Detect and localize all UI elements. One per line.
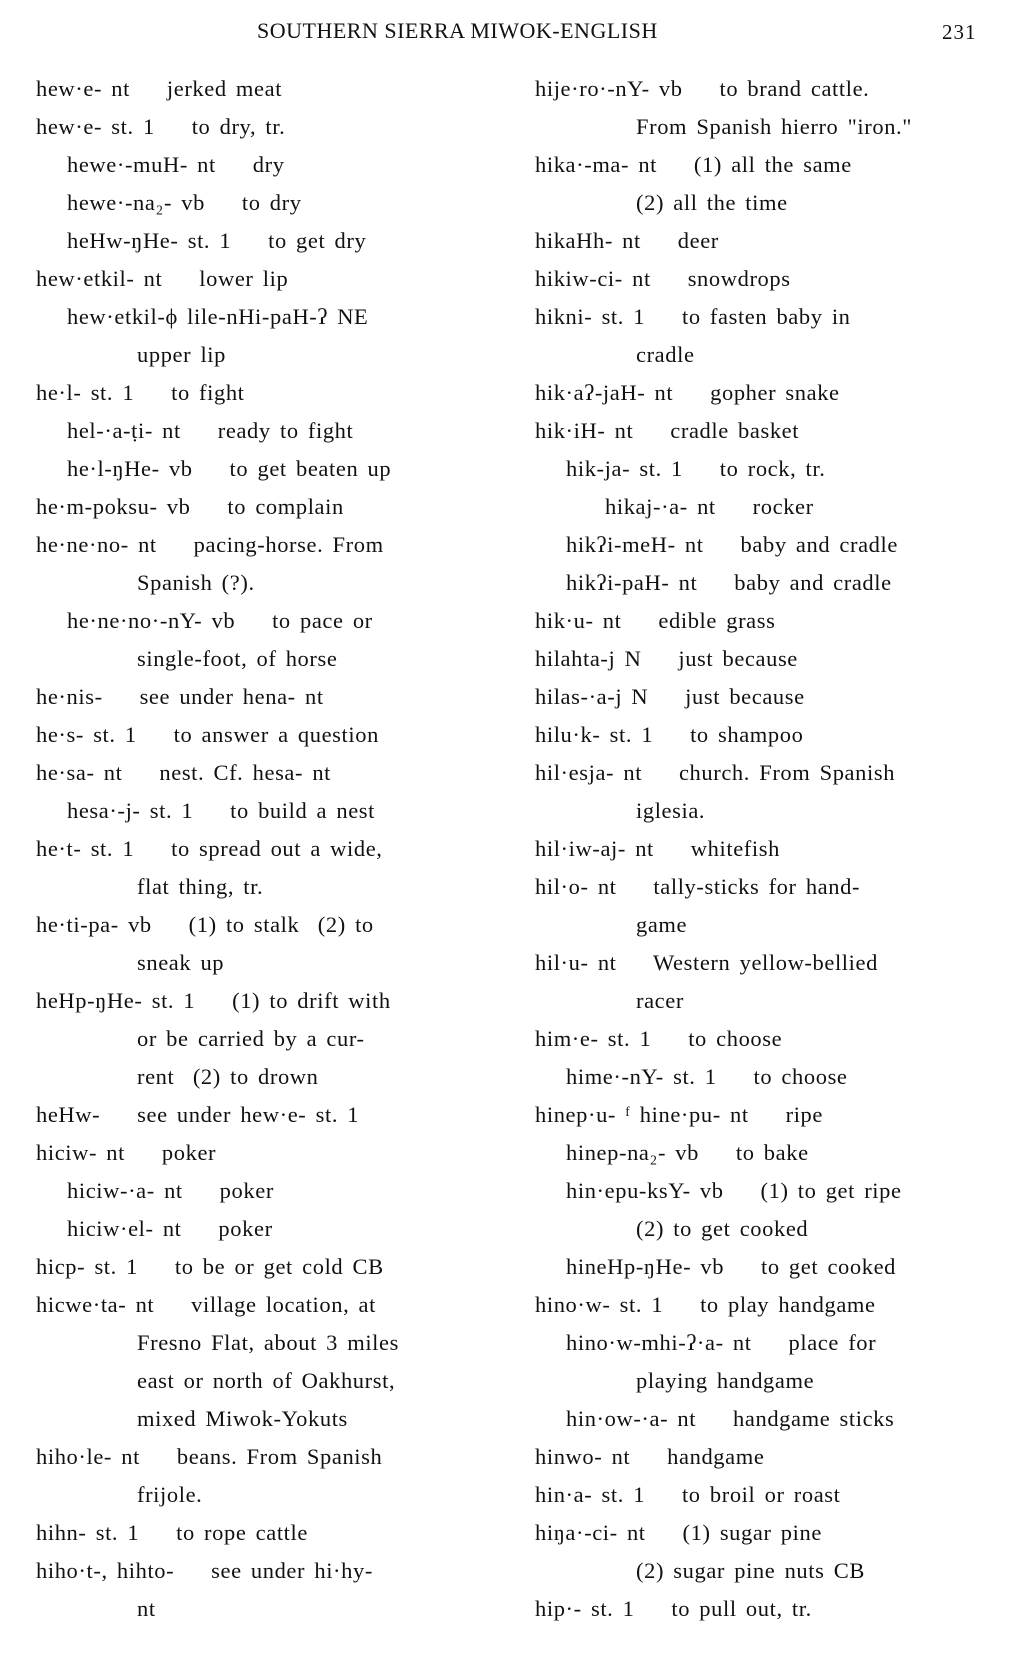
entry-continuation-line: Fresno Flat, about 3 miles bbox=[137, 1330, 399, 1355]
dictionary-subentry: he·ne·no·-nY- vb to pace or bbox=[67, 608, 373, 633]
dictionary-entry: hihn- st. 1 to rope cattle bbox=[36, 1520, 308, 1545]
entry-continuation-line: east or north of Oakhurst, bbox=[137, 1368, 396, 1393]
entry-continuation-line: upper lip bbox=[137, 342, 227, 367]
dictionary-subentry: hikʔi-paH- nt baby and cradle bbox=[566, 570, 892, 595]
dictionary-entry: hikiw-ci- nt snowdrops bbox=[535, 266, 791, 291]
entry-continuation-line: cradle bbox=[636, 342, 695, 367]
dictionary-entry: hik·u- nt edible grass bbox=[535, 608, 776, 633]
dictionary-entry: he·l- st. 1 to fight bbox=[36, 380, 245, 405]
dictionary-entry: hiŋa·-ci- nt (1) sugar pine bbox=[535, 1520, 822, 1545]
dictionary-entry: hil·u- nt Western yellow-bellied bbox=[535, 950, 878, 975]
dictionary-entry: hew·e- nt jerked meat bbox=[36, 76, 283, 101]
dictionary-entry: he·ne·no- nt pacing-horse. From bbox=[36, 532, 384, 557]
dictionary-entry: hinwo- nt handgame bbox=[535, 1444, 765, 1469]
dictionary-entry: hil·o- nt tally-sticks for hand- bbox=[535, 874, 861, 899]
dictionary-entry: hikaHh- nt deer bbox=[535, 228, 719, 253]
dictionary-entry: hilu·k- st. 1 to shampoo bbox=[535, 722, 804, 747]
left-column bbox=[36, 70, 516, 1628]
dictionary-entry: hikni- st. 1 to fasten baby in bbox=[535, 304, 851, 329]
dictionary-subentry: hin·ow-·a- nt handgame sticks bbox=[566, 1406, 895, 1431]
dictionary-entry: hiciw- nt poker bbox=[36, 1140, 217, 1165]
dictionary-entry: he·t- st. 1 to spread out a wide, bbox=[36, 836, 383, 861]
dictionary-subentry: hiciw·el- nt poker bbox=[67, 1216, 273, 1241]
dictionary-entry: hin·a- st. 1 to broil or roast bbox=[535, 1482, 841, 1507]
entry-continuation-line: or be carried by a cur- bbox=[137, 1026, 365, 1051]
dictionary-subentry: he·l-ŋHe- vb to get beaten up bbox=[67, 456, 392, 481]
dictionary-entry: hika·-ma- nt (1) all the same bbox=[535, 152, 852, 177]
entry-continuation-line: nt bbox=[137, 1596, 156, 1621]
dictionary-entry: he·m-poksu- vb to complain bbox=[36, 494, 344, 519]
entry-continuation-line: (2) all the time bbox=[636, 190, 788, 215]
entry-continuation-line: From Spanish hierro "iron." bbox=[636, 114, 913, 139]
dictionary-entry: him·e- st. 1 to choose bbox=[535, 1026, 783, 1051]
entry-continuation-line: (2) to get cooked bbox=[636, 1216, 809, 1241]
dictionary-subentry: hin·epu-ksY- vb (1) to get ripe bbox=[566, 1178, 902, 1203]
dictionary-subentry: hiciw-·a- nt poker bbox=[67, 1178, 274, 1203]
dictionary-entry: hicwe·ta- nt village location, at bbox=[36, 1292, 376, 1317]
entry-continuation-line: Spanish (?). bbox=[137, 570, 255, 595]
page-header bbox=[0, 18, 1032, 48]
entry-continuation-line: playing handgame bbox=[636, 1368, 815, 1393]
dictionary-entry: hicp- st. 1 to be or get cold CB bbox=[36, 1254, 384, 1279]
dictionary-entry: heHw- see under hew·e- st. 1 bbox=[36, 1102, 360, 1127]
dictionary-subentry: hewe·-na₂- vb to dry bbox=[67, 190, 302, 215]
dictionary-subentry: hel-·a-ṭi- nt ready to fight bbox=[67, 418, 354, 443]
dictionary-subentry: hime·-nY- st. 1 to choose bbox=[566, 1064, 848, 1089]
entry-continuation-line: rent (2) to drown bbox=[137, 1064, 319, 1089]
dictionary-subentry: hinep-na₂- vb to bake bbox=[566, 1140, 809, 1165]
entry-continuation-line: frijole. bbox=[137, 1482, 203, 1507]
dictionary-entry: hil·iw-aj- nt whitefish bbox=[535, 836, 780, 861]
page-title: SOUTHERN SIERRA MIWOK-ENGLISH bbox=[257, 18, 658, 43]
dictionary-subentry: hino·w-mhi-ʔ·a- nt place for bbox=[566, 1330, 877, 1355]
dictionary-entry: heHp-ŋHe- st. 1 (1) to drift with bbox=[36, 988, 391, 1013]
entry-continuation-line: single-foot, of horse bbox=[137, 646, 338, 671]
dictionary-entry: hilas-·a-j N just because bbox=[535, 684, 805, 709]
entry-continuation-line: iglesia. bbox=[636, 798, 706, 823]
dictionary-entry: he·nis- see under hena- nt bbox=[36, 684, 324, 709]
entry-continuation-line: mixed Miwok-Yokuts bbox=[137, 1406, 348, 1431]
dictionary-entry: hiho·le- nt beans. From Spanish bbox=[36, 1444, 383, 1469]
dictionary-subentry: hesa·-j- st. 1 to build a nest bbox=[67, 798, 375, 823]
dictionary-entry: hino·w- st. 1 to play handgame bbox=[535, 1292, 876, 1317]
dictionary-entry: hinep·u- ᶠ hine·pu- nt ripe bbox=[535, 1102, 823, 1127]
dictionary-entry: hik·aʔ-jaH- nt gopher snake bbox=[535, 380, 840, 405]
dictionary-subentry: hineHp-ŋHe- vb to get cooked bbox=[566, 1254, 897, 1279]
dictionary-subentry: hikaj-·a- nt rocker bbox=[605, 494, 814, 519]
dictionary-subentry: hewe·-muH- nt dry bbox=[67, 152, 285, 177]
right-column bbox=[535, 70, 1015, 1628]
page-number: 231 bbox=[942, 20, 977, 44]
dictionary-entry: hilahta-j N just because bbox=[535, 646, 798, 671]
dictionary-entry: hip·- st. 1 to pull out, tr. bbox=[535, 1596, 812, 1621]
dictionary-entry: hew·e- st. 1 to dry, tr. bbox=[36, 114, 286, 139]
entry-continuation-line: flat thing, tr. bbox=[137, 874, 264, 899]
dictionary-subentry: hikʔi-meH- nt baby and cradle bbox=[566, 532, 898, 557]
dictionary-entry: hil·esja- nt church. From Spanish bbox=[535, 760, 896, 785]
dictionary-entry: he·sa- nt nest. Cf. hesa- nt bbox=[36, 760, 332, 785]
entry-continuation-line: sneak up bbox=[137, 950, 225, 975]
dictionary-subentry: hew·etkil-ϕ lile-nHi-paH-ʔ NE bbox=[67, 304, 369, 329]
dictionary-entry: hew·etkil- nt lower lip bbox=[36, 266, 289, 291]
entry-continuation-line: game bbox=[636, 912, 688, 937]
dictionary-entry: he·ti-pa- vb (1) to stalk (2) to bbox=[36, 912, 374, 937]
dictionary-entry: he·s- st. 1 to answer a question bbox=[36, 722, 379, 747]
entry-continuation-line: racer bbox=[636, 988, 684, 1013]
dictionary-entry: hiho·t-, hihto- see under hi·hy- bbox=[36, 1558, 373, 1583]
dictionary-entry: hije·ro·-nY- vb to brand cattle. bbox=[535, 76, 870, 101]
entry-continuation-line: (2) sugar pine nuts CB bbox=[636, 1558, 865, 1583]
dictionary-entry: hik·iH- nt cradle basket bbox=[535, 418, 800, 443]
dictionary-subentry: hik-ja- st. 1 to rock, tr. bbox=[566, 456, 826, 481]
dictionary-subentry: heHw-ŋHe- st. 1 to get dry bbox=[67, 228, 367, 253]
